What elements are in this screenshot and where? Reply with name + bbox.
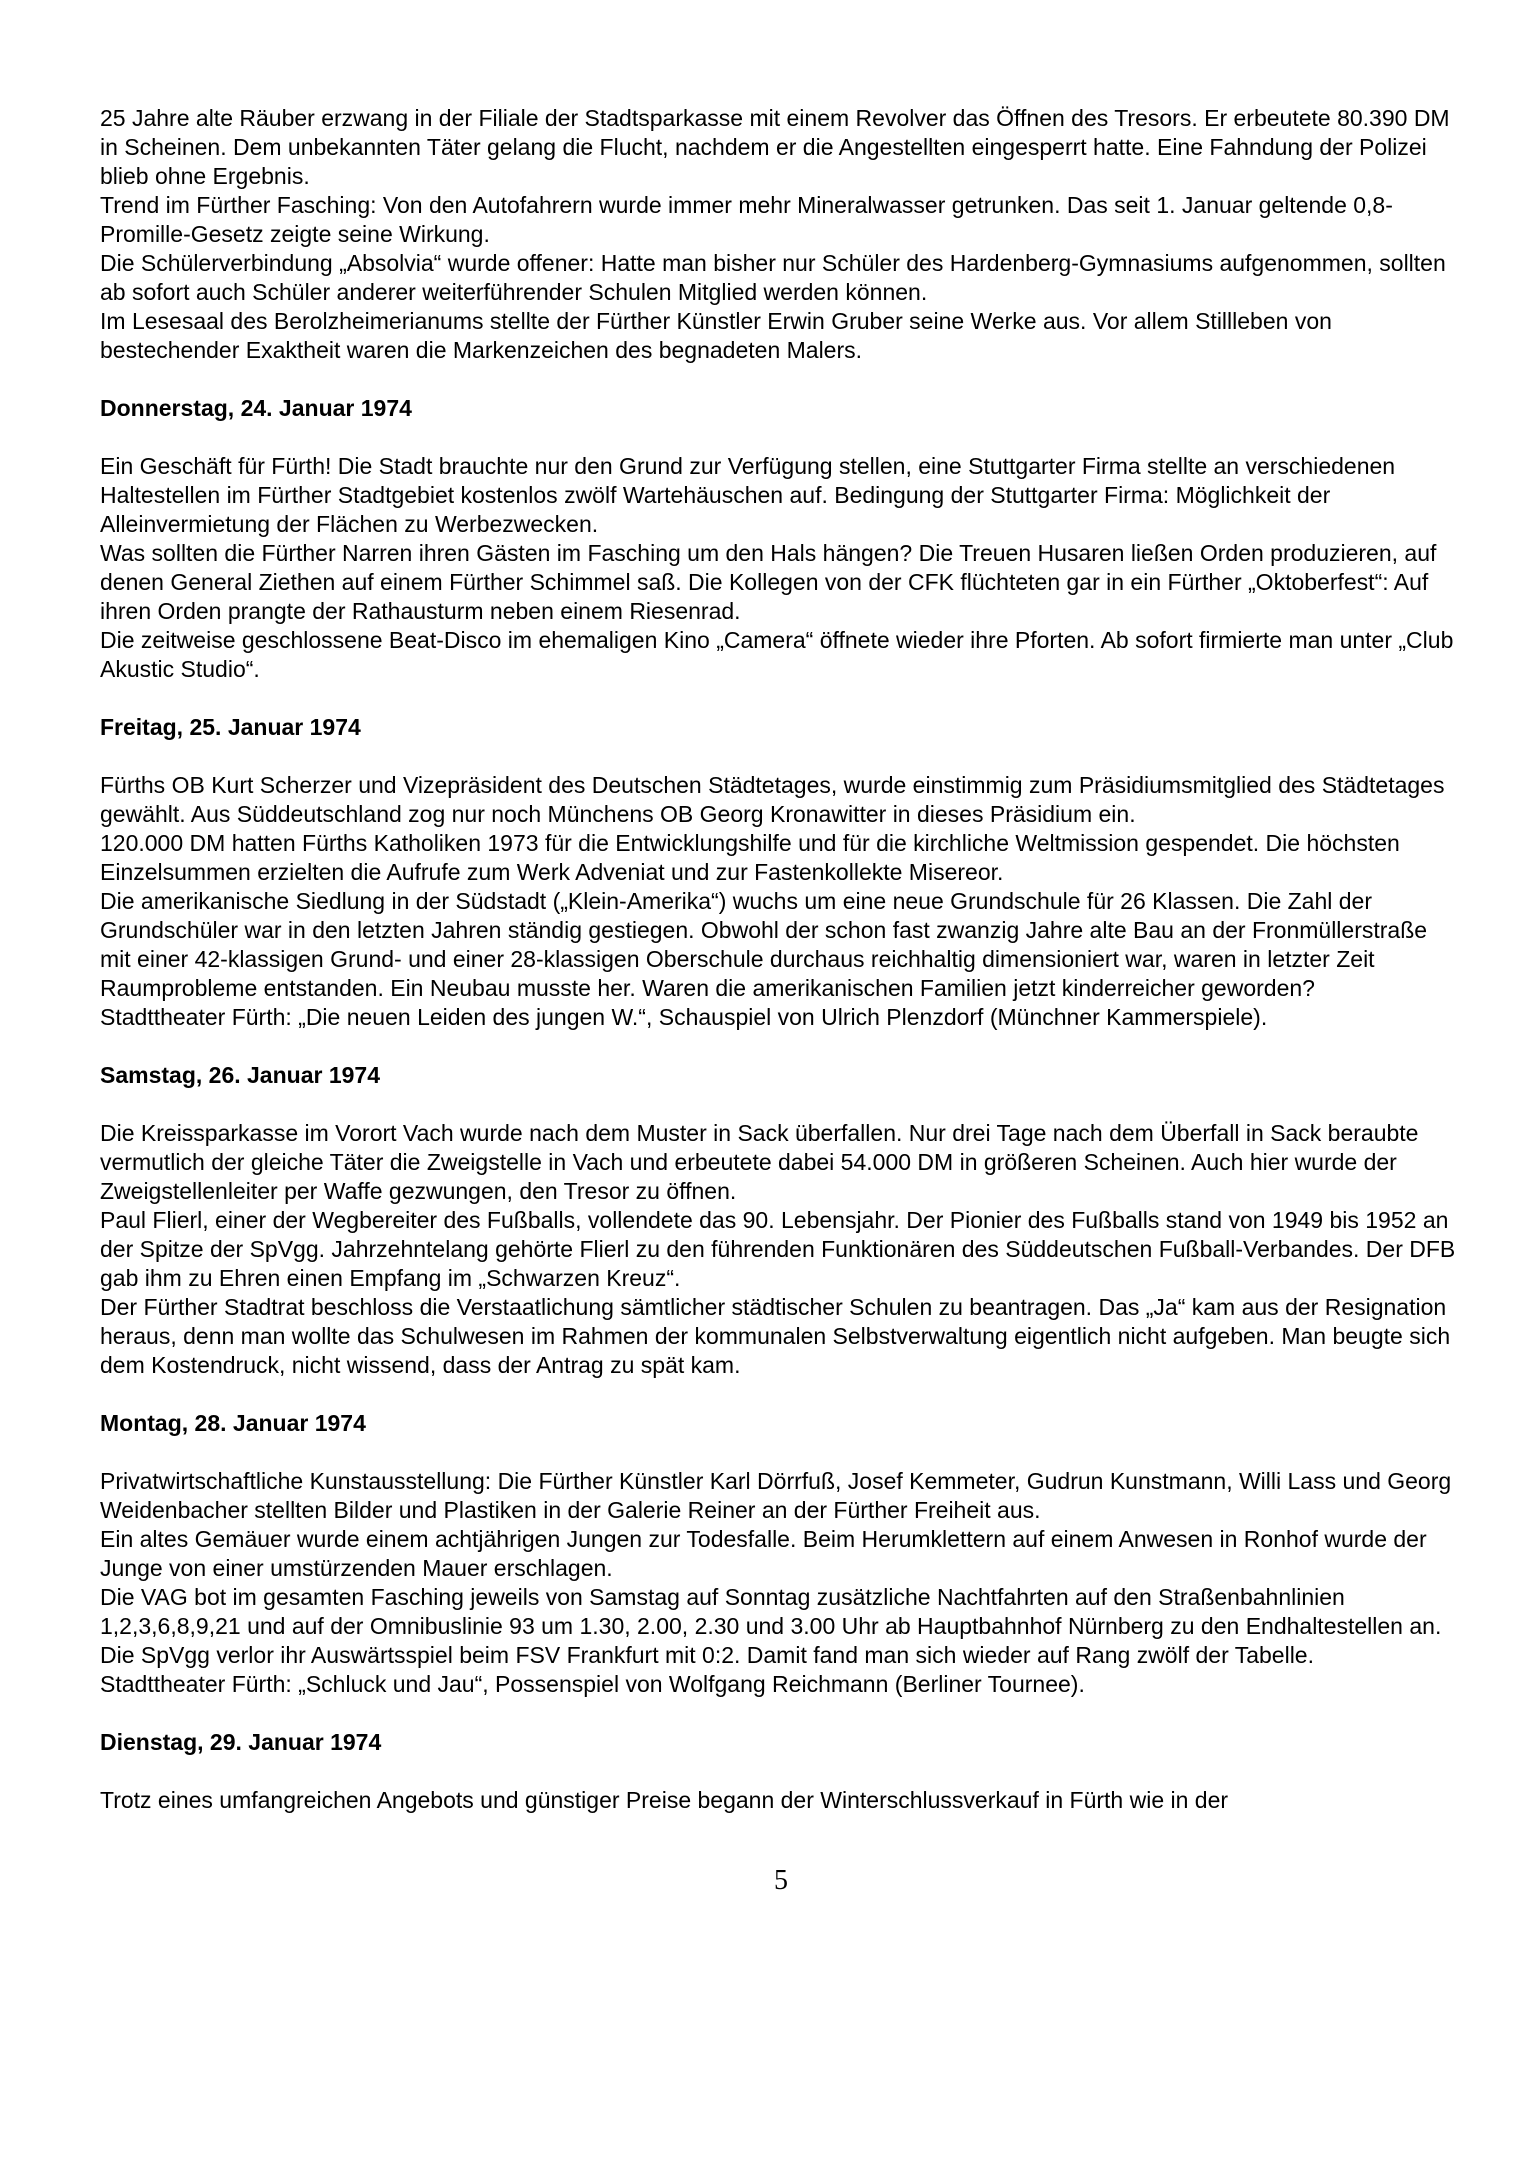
paragraph: Ein altes Gemäuer wurde einem achtjährigen Jungen zur Todesfalle. Beim Herumklettern auf einem Anwesen in Ronhof wurde der Junge von einer umstürzenden Mauer erschlagen. — [100, 1526, 1427, 1581]
date-heading: Dienstag, 29. Januar 1974 — [100, 1729, 382, 1755]
section-samstag-26-januar-1974 — [100, 1061, 1462, 1380]
paragraph: Der Fürther Stadtrat beschloss die Verstaatlichung sämtlicher städtischer Schulen zu beantragen. Das „Ja“ kam aus der Resignation heraus, denn man wollte das Schulwesen im Rahmen der kommunalen Selbstverwaltung eigentlich nicht aufgeben. Man beugte sich dem Kostendruck, nicht wissend, dass der Antrag zu spät kam. — [100, 1294, 1451, 1378]
intro-paragraph-block — [100, 104, 1462, 365]
paragraph: Im Lesesaal des Berolzheimerianums stellte der Fürther Künstler Erwin Gruber seine Werke aus. Vor allem Stillleben von bestechender Exaktheit waren die Markenzeichen des begnadeten Malers. — [100, 308, 1332, 363]
paragraph: Die VAG bot im gesamten Fasching jeweils von Samstag auf Sonntag zusätzliche Nachtfahrten auf den Straßenbahnlinien 1,2,3,6,8,9,21 und auf der Omnibuslinie 93 um 1.30, 2.00, 2.30 und 3.00 Uhr ab Hauptbahnhof Nürnberg zu den Endhaltestellen an. — [100, 1584, 1442, 1639]
section-donnerstag-24-januar-1974 — [100, 394, 1462, 684]
date-heading: Freitag, 25. Januar 1974 — [100, 714, 361, 740]
date-heading: Donnerstag, 24. Januar 1974 — [100, 395, 412, 421]
paragraph: Die Schülerverbindung „Absolvia“ wurde offener: Hatte man bisher nur Schüler des Hardenberg-Gymnasiums aufgenommen, sollten ab sofort auch Schüler anderer weiterführender Schulen Mitglied werden können. — [100, 250, 1446, 305]
section-montag-28-januar-1974 — [100, 1409, 1462, 1699]
paragraph: 120.000 DM hatten Fürths Katholiken 1973 für die Entwicklungshilfe und für die kirchliche Weltmission gespendet. Die höchsten Einzelsummen erzielten die Aufrufe zum Werk Adveniat und zur Fastenkollekte Misereor. — [100, 830, 1400, 885]
date-heading: Montag, 28. Januar 1974 — [100, 1410, 366, 1436]
paragraph: 25 Jahre alte Räuber erzwang in der Filiale der Stadtsparkasse mit einem Revolver das Öffnen des Tresors. Er erbeutete 80.390 DM in Scheinen. Dem unbekannten Täter gelang die Flucht, nachdem er die Angestellten eingesperrt hatte. Eine Fahndung der Polizei blieb ohne Ergebnis. — [100, 105, 1450, 189]
date-heading: Samstag, 26. Januar 1974 — [100, 1062, 380, 1088]
section-dienstag-29-januar-1974 — [100, 1728, 1462, 1815]
paragraph: Fürths OB Kurt Scherzer und Vizepräsident des Deutschen Städtetages, wurde einstimmig zum Präsidiumsmitglied des Städtetages gewählt. Aus Süddeutschland zog nur noch Münchens OB Georg Kronawitter in dieses Präsidium ein. — [100, 772, 1445, 827]
section-freitag-25-januar-1974 — [100, 713, 1462, 1032]
paragraph: Trend im Fürther Fasching: Von den Autofahrern wurde immer mehr Mineralwasser getrunken. Das seit 1. Januar geltende 0,8-Promille-Gesetz zeigte seine Wirkung. — [100, 192, 1393, 247]
paragraph: Die SpVgg verlor ihr Auswärtsspiel beim FSV Frankfurt mit 0:2. Damit fand man sich wieder auf Rang zwölf der Tabelle. — [100, 1642, 1314, 1668]
page-number: 5 — [774, 1865, 788, 1896]
paragraph: Stadttheater Fürth: „Die neuen Leiden des jungen W.“, Schauspiel von Ulrich Plenzdorf (Münchner Kammerspiele). — [100, 1004, 1268, 1030]
paragraph: Die amerikanische Siedlung in der Südstadt („Klein-Amerika“) wuchs um eine neue Grundschule für 26 Klassen. Die Zahl der Grundschüler war in den letzten Jahren ständig gestiegen. Obwohl der schon fast zwanzig Jahre alte Bau an der Fronmüllerstraße mit einer 42-klassigen Grund- und einer 28-klassigen Oberschule durchaus reichhaltig dimensioniert war, waren in letzter Zeit Raumprobleme entstanden. Ein Neubau musste her. Waren die amerikanischen Familien jetzt kinderreicher geworden? — [100, 888, 1428, 1001]
paragraph: Ein Geschäft für Fürth! Die Stadt brauchte nur den Grund zur Verfügung stellen, eine Stuttgarter Firma stellte an verschiedenen Haltestellen im Fürther Stadtgebiet kostenlos zwölf Wartehäuschen auf. Bedingung der Stuttgarter Firma: Möglichkeit der Alleinvermietung der Flächen zu Werbezwecken. — [100, 453, 1396, 537]
paragraph: Die Kreissparkasse im Vorort Vach wurde nach dem Muster in Sack überfallen. Nur drei Tage nach dem Überfall in Sack beraubte vermutlich der gleiche Täter die Zweigstelle in Vach und erbeutete dabei 54.000 DM in größeren Scheinen. Auch hier wurde der Zweigstellenleiter per Waffe gezwungen, den Tresor zu öffnen. — [100, 1120, 1419, 1204]
paragraph: Privatwirtschaftliche Kunstausstellung: Die Fürther Künstler Karl Dörrfuß, Josef Kemmeter, Gudrun Kunstmann, Willi Lass und Georg Weidenbacher stellten Bilder und Plastiken in der Galerie Reiner an der Fürther Freiheit aus. — [100, 1468, 1452, 1523]
paragraph: Trotz eines umfangreichen Angebots und günstiger Preise begann der Winterschlussverkauf in Fürth wie in der — [100, 1787, 1229, 1813]
paragraph: Paul Flierl, einer der Wegbereiter des Fußballs, vollendete das 90. Lebensjahr. Der Pionier des Fußballs stand von 1949 bis 1952 an der Spitze der SpVgg. Jahrzehntelang gehörte Flierl zu den führenden Funktionären des Süddeutschen Fußball-Verbandes. Der DFB gab ihm zu Ehren einen Empfang im „Schwarzen Kreuz“. — [100, 1207, 1456, 1291]
paragraph: Was sollten die Fürther Narren ihren Gästen im Fasching um den Hals hängen? Die Treuen Husaren ließen Orden produzieren, auf denen General Ziethen auf einem Fürther Schimmel saß. Die Kollegen von der CFK flüchteten gar in ein Fürther „Oktoberfest“: Auf ihren Orden prangte der Rathausturm neben einem Riesenrad. — [100, 540, 1437, 624]
paragraph: Stadttheater Fürth: „Schluck und Jau“, Possenspiel von Wolfgang Reichmann (Berliner Tournee). — [100, 1671, 1085, 1697]
paragraph: Die zeitweise geschlossene Beat-Disco im ehemaligen Kino „Camera“ öffnete wieder ihre Pforten. Ab sofort firmierte man unter „Club Akustic Studio“. — [100, 627, 1454, 682]
